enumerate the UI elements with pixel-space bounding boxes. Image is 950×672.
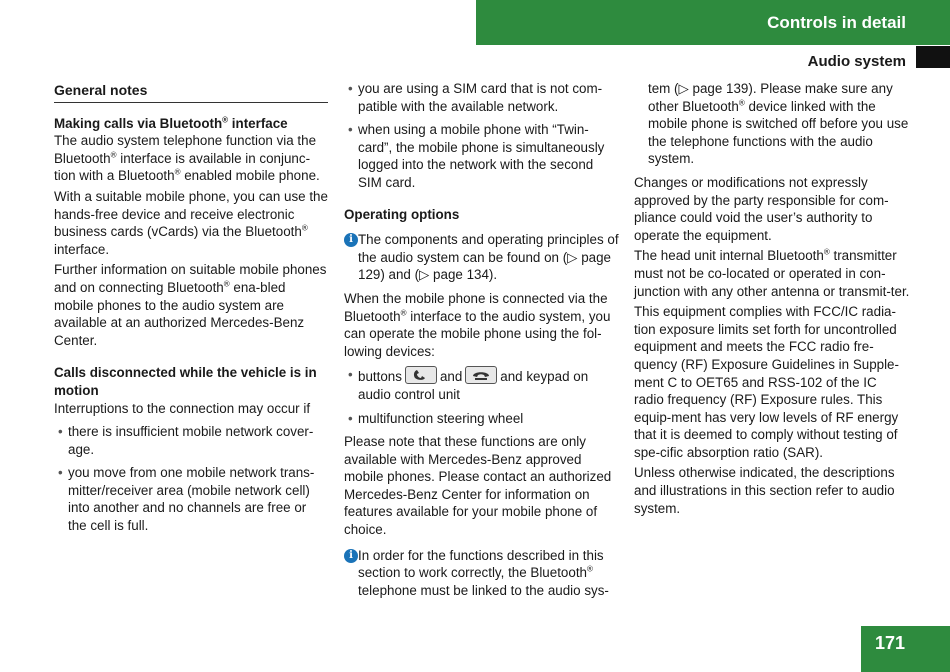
page-number: 171 bbox=[861, 626, 950, 672]
list-item: • buttons and and keypad on audio control unit bbox=[344, 366, 620, 403]
phone-end-icon bbox=[465, 366, 497, 384]
paragraph: This equipment complies with FCC/IC radia-tion exposure limits set forth for uncontrolled equipment and meets the FCC radio fre-quency (RF) Exposure Guidelines in Supple-ment C to OET65 and RSS-102 of the IC radio frequency (RF) Exposure rules. This equip-ment has very low levels of RF energy that it is deemed to comply without testing of spe-cific absorption ratio (SAR). bbox=[634, 304, 899, 460]
list-item: • multifunction steering wheel bbox=[344, 410, 620, 428]
bullet-list bbox=[344, 80, 620, 192]
list-item: • there is insufficient mobile network cover-age. bbox=[54, 423, 328, 458]
info-icon: i bbox=[344, 549, 358, 563]
paragraph: Further information on suitable mobile phones and on connecting Bluetooth® ena-bled mobile phones to the audio system are available at an authorized Mercedes-Benz Center. bbox=[54, 262, 327, 348]
column-3 bbox=[634, 80, 910, 520]
paragraph: The audio system telephone function via the Bluetooth® interface is available in conjunc-tion with a Bluetooth® enabled mobile phone. bbox=[54, 133, 320, 184]
subsection-title: Audio system bbox=[807, 53, 906, 70]
subheading-bluetooth-calls: Making calls via Bluetooth® interface bbox=[54, 115, 288, 131]
list-item: • when using a mobile phone with “Twin-card”, the mobile phone is simultaneously logged into the network with the second SIM card. bbox=[344, 121, 620, 191]
heading-general-notes: General notes bbox=[54, 82, 328, 103]
list-item: • you are using a SIM card that is not com-patible with the available network. bbox=[344, 80, 620, 115]
info-note: i In order for the functions described in this section to work correctly, the Bluetooth® telephone must be linked to the audio sys- bbox=[344, 547, 620, 600]
paragraph: Please note that these functions are only available with Mercedes-Benz approved mobile phones. Please contact an authorized Mercedes-Benz Center for information on features available for your mobile phone of choice. bbox=[344, 434, 612, 538]
paragraph: Changes or modifications not expressly approved by the party responsible for com-pliance could void the user’s authority to operate the equipment. bbox=[634, 174, 889, 243]
paragraph: Interruptions to the connection may occur if bbox=[54, 400, 311, 416]
phone-send-icon bbox=[405, 366, 437, 384]
info-icon: i bbox=[344, 233, 358, 247]
subheading-calls-disconnected: Calls disconnected while the vehicle is in motion bbox=[54, 365, 317, 398]
info-note: i The components and operating principles of the audio system can be found on (▷ page 129) and (▷ page 134). bbox=[344, 231, 620, 284]
section-tab-marker bbox=[916, 46, 950, 68]
bullet-list bbox=[344, 366, 620, 427]
paragraph: The head unit internal Bluetooth® transmitter must not be co-located or operated in con-junction with any other antenna or transmit-ter. bbox=[634, 247, 910, 299]
column-1 bbox=[54, 80, 328, 541]
column-2 bbox=[344, 80, 620, 605]
list-item: • you move from one mobile network trans-mitter/receiver area (mobile network cell) into another and no channels are free or the cell is full. bbox=[54, 464, 328, 534]
continued-note: tem (▷ page 139). Please make sure any other Bluetooth® device linked with the mobile phone is switched off before you use the telephone functions with the audio system. bbox=[648, 81, 909, 167]
section-header: Controls in detail bbox=[476, 0, 950, 45]
paragraph: When the mobile phone is connected via the Bluetooth® interface to the audio system, you can operate the mobile phone using the fol-lowing devices: bbox=[344, 290, 611, 359]
subheading-operating-options: Operating options bbox=[344, 206, 460, 222]
paragraph: With a suitable mobile phone, you can use the hands-free device and receive electronic business cards (vCards) via the Bluetooth® interface. bbox=[54, 188, 328, 257]
bullet-list bbox=[54, 423, 328, 535]
paragraph: Unless otherwise indicated, the descriptions and illustrations in this section refer to audio system. bbox=[634, 465, 895, 516]
